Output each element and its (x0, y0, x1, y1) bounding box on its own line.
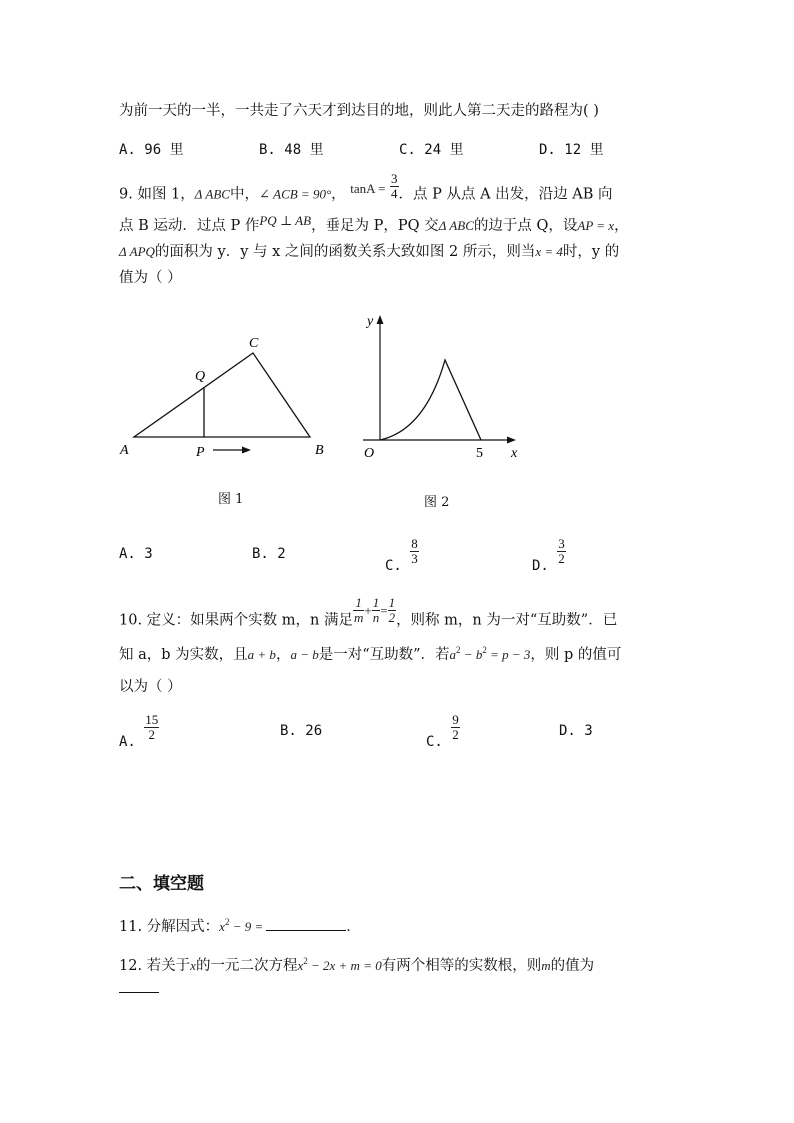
figure-2-graph (355, 305, 530, 465)
label-c: C (249, 336, 259, 351)
q8-text-line: 为前一天的一半，一共走了六天才到达目的地，则此人第二天走的路程为( ) (119, 103, 599, 119)
figure-1-caption: 图 1 (218, 492, 244, 507)
q9-line-2: 点 B 运动．过点 P 作PQ ⊥ AB，垂足为 P，PQ 交Δ ABC的边于点 Q，设AP = x， (119, 213, 629, 234)
q8-option-c: C. 24 里 (399, 142, 464, 158)
section-2-heading: 二、填空题 (119, 874, 204, 894)
q9-line-3: Δ APQ的面积为 y．y 与 x 之间的函数关系大致如图 2 所示，则当x = 4时，y 的 (119, 244, 620, 260)
q9-option-b: B. 2 (252, 546, 286, 562)
label-a: A (120, 443, 129, 458)
q10-line-2: 知 a，b 为实数，且a + b，a − b是一对“互助数”．若$a^2 - b^2 = p - 3$，则 p 的值可 (119, 645, 622, 663)
label-x: x (511, 446, 518, 461)
x-axis-arrow (507, 437, 516, 444)
q9-line-1: 9. 如图 1，Δ ABC中，∠ ACB = 90°， tanA = $\frac{3}{4}$ ．点 P 从点 A 出发，沿边 AB 向 (119, 171, 613, 203)
q10-line-1: 10. 定义：如果两个实数 m，n 满足 $\frac{1}{m}$ + $\frac{1}{n}$ = $\frac{1}{2}$ ，则称 m，n 为一对“互助数”．已 (119, 595, 618, 629)
label-q: Q (195, 369, 206, 384)
y-axis-arrow (377, 315, 384, 324)
q12-line: 12. 若关于x的一元二次方程$x^2 - 2x + m = 0$有两个相等的实数根，则m的值为 (119, 956, 595, 974)
q10-option-d: D. 3 (559, 723, 593, 739)
q9-line-4: 值为（ ） (119, 270, 182, 286)
q8-option-a: A. 96 里 (119, 142, 184, 158)
triangle-abc (134, 353, 310, 437)
figure-2-caption: 图 2 (424, 495, 450, 510)
q11-line: 11. 分解因式：$x^2 - 9$ = ． (119, 917, 361, 935)
q9-tan-fraction: $\frac{3}{4}$ (391, 171, 398, 201)
label-origin: O (364, 446, 375, 461)
motion-arrowhead (242, 447, 251, 454)
q8-option-d: D. 12 里 (539, 142, 604, 158)
q8-option-b: B. 48 里 (259, 142, 324, 158)
q9-option-a: A. 3 (119, 546, 153, 562)
q10-option-c: C. $\frac{9}{2}$ (426, 712, 459, 750)
label-five: 5 (476, 446, 483, 461)
q12-answer-blank[interactable] (119, 992, 159, 993)
function-curve (380, 360, 481, 440)
label-b: B (315, 443, 324, 458)
q10-option-a: A. $\frac{15}{2}$ (119, 712, 159, 750)
q9-option-d: D. $\frac{3}{2}$ (532, 536, 565, 574)
label-p: P (196, 445, 205, 460)
q10-line-3: 以为（ ） (119, 679, 182, 695)
q10-option-b: B. 26 (280, 723, 323, 739)
q9-option-c: C. $\frac{8}{3}$ (385, 536, 418, 574)
figure-1-triangle (110, 325, 340, 465)
label-y: y (367, 314, 374, 329)
q11-answer-blank[interactable] (266, 930, 346, 931)
